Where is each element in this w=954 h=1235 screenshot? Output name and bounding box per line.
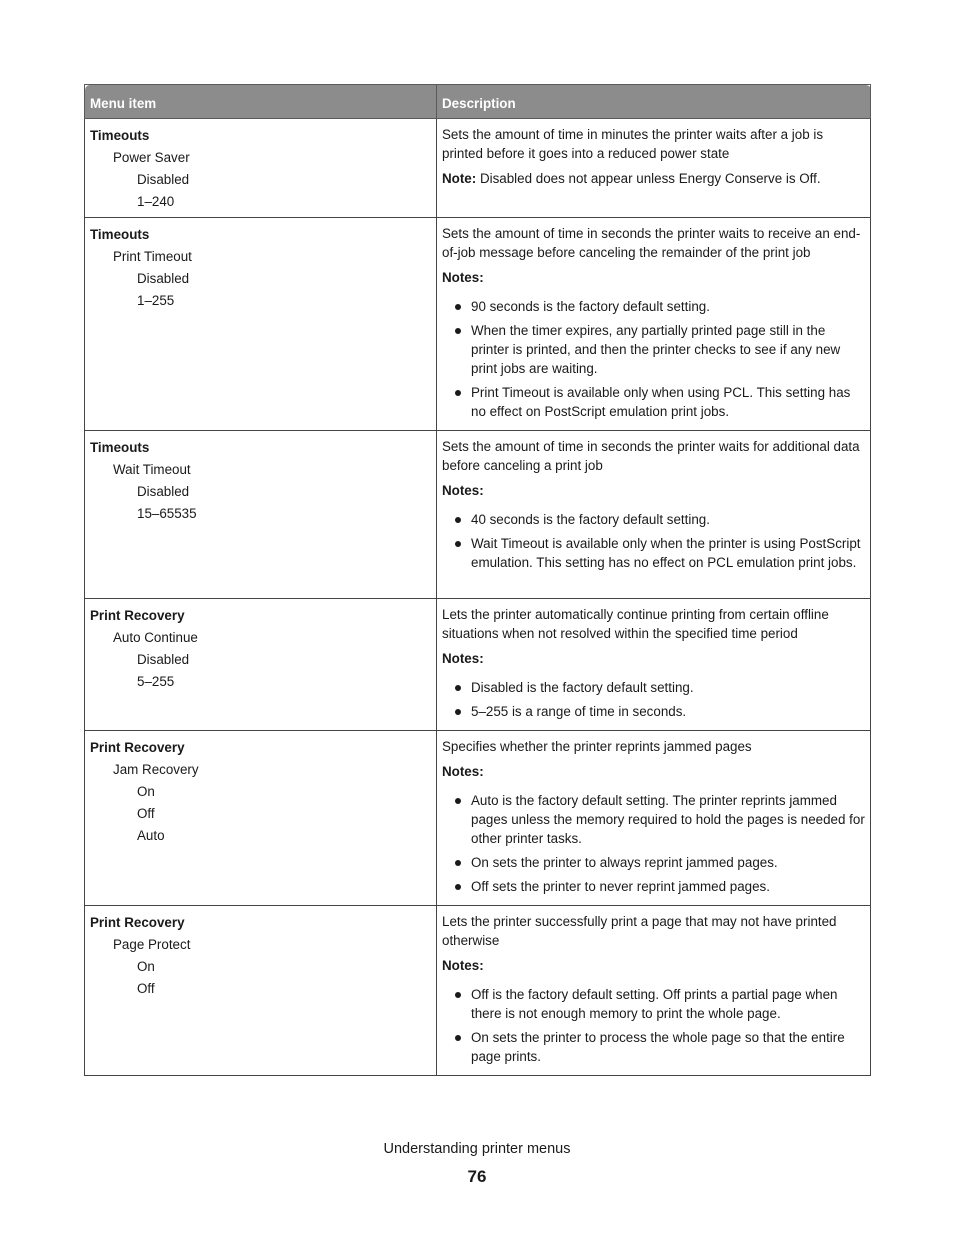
menu-item-cell xyxy=(85,599,437,731)
menu-value: 15–65535 xyxy=(137,506,197,521)
list-item xyxy=(442,321,865,378)
bullet-text: Off is the factory default setting. Off prints a partial page when there is not enough memory to print the whole page. xyxy=(471,987,838,1021)
bullet-icon xyxy=(455,992,461,998)
notes-label: Notes: xyxy=(442,483,484,498)
menu-item-cell xyxy=(85,218,437,431)
menu-item-cell xyxy=(85,119,437,218)
list-item xyxy=(442,853,865,872)
description-text: Lets the printer successfully print a page that may not have printed otherwise xyxy=(442,914,837,948)
list-item xyxy=(442,534,865,572)
list-item xyxy=(442,985,865,1023)
list-item xyxy=(442,383,865,421)
notes-list xyxy=(442,985,865,1066)
bullet-text: 90 seconds is the factory default setting. xyxy=(471,299,710,314)
notes-label: Notes: xyxy=(442,270,484,285)
description-text: Specifies whether the printer reprints jammed pages xyxy=(442,739,752,754)
table-row xyxy=(85,906,871,1076)
menu-value: Disabled xyxy=(137,652,190,667)
list-item xyxy=(442,1028,865,1066)
menu-value: Off xyxy=(137,806,155,821)
description-text: Sets the amount of time in seconds the printer waits for additional data before canceling a print job xyxy=(442,439,860,473)
list-item xyxy=(442,791,865,848)
menu-title: Timeouts xyxy=(90,128,150,143)
description-cell xyxy=(437,218,871,431)
description-text: Sets the amount of time in minutes the printer waits after a job is printed before it goes into a reduced power state xyxy=(442,127,824,161)
description-cell xyxy=(437,599,871,731)
list-item xyxy=(442,678,865,697)
menu-subitem: Print Timeout xyxy=(113,249,192,264)
menu-value: Off xyxy=(137,981,155,996)
footer-caption: Understanding printer menus xyxy=(383,1141,571,1157)
table-header-row xyxy=(85,85,871,119)
menu-value: 1–240 xyxy=(137,194,175,209)
description-text: Lets the printer automatically continue printing from certain offline situations when not resolved within the specified time period xyxy=(442,607,829,641)
menu-subitem: Page Protect xyxy=(113,937,191,952)
bullet-icon xyxy=(455,709,461,715)
bullet-icon xyxy=(455,860,461,866)
menu-title: Timeouts xyxy=(90,227,150,242)
menu-value: 5–255 xyxy=(137,674,175,689)
menu-item-cell xyxy=(85,906,437,1076)
table-row xyxy=(85,731,871,906)
bullet-text: Off sets the printer to never reprint jammed pages. xyxy=(471,879,770,894)
page-number: 76 xyxy=(467,1167,487,1186)
bullet-text: Print Timeout is available only when using PCL. This setting has no effect on PostScript emulation print jobs. xyxy=(471,385,851,419)
table-row xyxy=(85,599,871,731)
description-cell xyxy=(437,731,871,906)
menu-value: Disabled xyxy=(137,484,190,499)
description-cell xyxy=(437,431,871,599)
bullet-text: 5–255 is a range of time in seconds. xyxy=(471,704,687,719)
bullet-text: Auto is the factory default setting. The printer reprints jammed pages unless the memory required to hold the pages is needed for other printer tasks. xyxy=(471,793,865,846)
menu-value: Disabled xyxy=(137,271,190,286)
menu-title: Print Recovery xyxy=(90,608,185,623)
note-label: Note: xyxy=(442,171,477,186)
description-cell xyxy=(437,119,871,218)
bullet-text: On sets the printer to process the whole page so that the entire page prints. xyxy=(471,1030,845,1064)
menu-item-cell xyxy=(85,731,437,906)
list-item xyxy=(442,297,865,316)
bullet-icon xyxy=(455,685,461,691)
menu-subitem: Wait Timeout xyxy=(113,462,191,477)
bullet-icon xyxy=(455,390,461,396)
bullet-text: Wait Timeout is available only when the printer is using PostScript emulation. This setting has no effect on PCL emulation print jobs. xyxy=(471,536,861,570)
menu-title: Print Recovery xyxy=(90,740,185,755)
list-item xyxy=(442,877,865,896)
notes-label: Notes: xyxy=(442,764,484,779)
bullet-text: When the timer expires, any partially printed page still in the printer is printed, and then the printer checks to see if any new print jobs are waiting. xyxy=(471,323,841,376)
header-description: Description xyxy=(437,85,871,119)
menu-item-cell xyxy=(85,431,437,599)
menu-title: Timeouts xyxy=(90,440,150,455)
table-row xyxy=(85,218,871,431)
menu-subitem: Jam Recovery xyxy=(113,762,199,777)
notes-list xyxy=(442,297,865,421)
bullet-icon xyxy=(455,541,461,547)
table-row xyxy=(85,119,871,218)
bullet-icon xyxy=(455,328,461,334)
description-text: Sets the amount of time in seconds the printer waits to receive an end-of-job message before canceling the remainder of the print job xyxy=(442,226,861,260)
notes-label: Notes: xyxy=(442,958,484,973)
note-body: Disabled does not appear unless Energy Conserve is Off. xyxy=(476,171,821,186)
bullet-icon xyxy=(455,304,461,310)
menu-value: On xyxy=(137,784,155,799)
menu-value: 1–255 xyxy=(137,293,175,308)
notes-list xyxy=(442,791,865,896)
bullet-icon xyxy=(455,1035,461,1041)
note-text xyxy=(442,169,865,188)
notes-label: Notes: xyxy=(442,651,484,666)
table-row xyxy=(85,431,871,599)
notes-list xyxy=(442,678,865,721)
description-cell xyxy=(437,906,871,1076)
menu-value: Disabled xyxy=(137,172,190,187)
bullet-icon xyxy=(455,884,461,890)
menu-value: Auto xyxy=(137,828,165,843)
header-menu-item: Menu item xyxy=(85,85,437,119)
list-item xyxy=(442,510,865,529)
bullet-text: Disabled is the factory default setting. xyxy=(471,680,694,695)
bullet-icon xyxy=(455,517,461,523)
menu-subitem: Power Saver xyxy=(113,150,190,165)
bullet-icon xyxy=(455,798,461,804)
bullet-text: 40 seconds is the factory default setting. xyxy=(471,512,710,527)
menu-title: Print Recovery xyxy=(90,915,185,930)
notes-list xyxy=(442,510,865,572)
menu-table xyxy=(84,84,871,1076)
bullet-text: On sets the printer to always reprint jammed pages. xyxy=(471,855,778,870)
menu-subitem: Auto Continue xyxy=(113,630,198,645)
list-item xyxy=(442,702,865,721)
menu-value: On xyxy=(137,959,155,974)
